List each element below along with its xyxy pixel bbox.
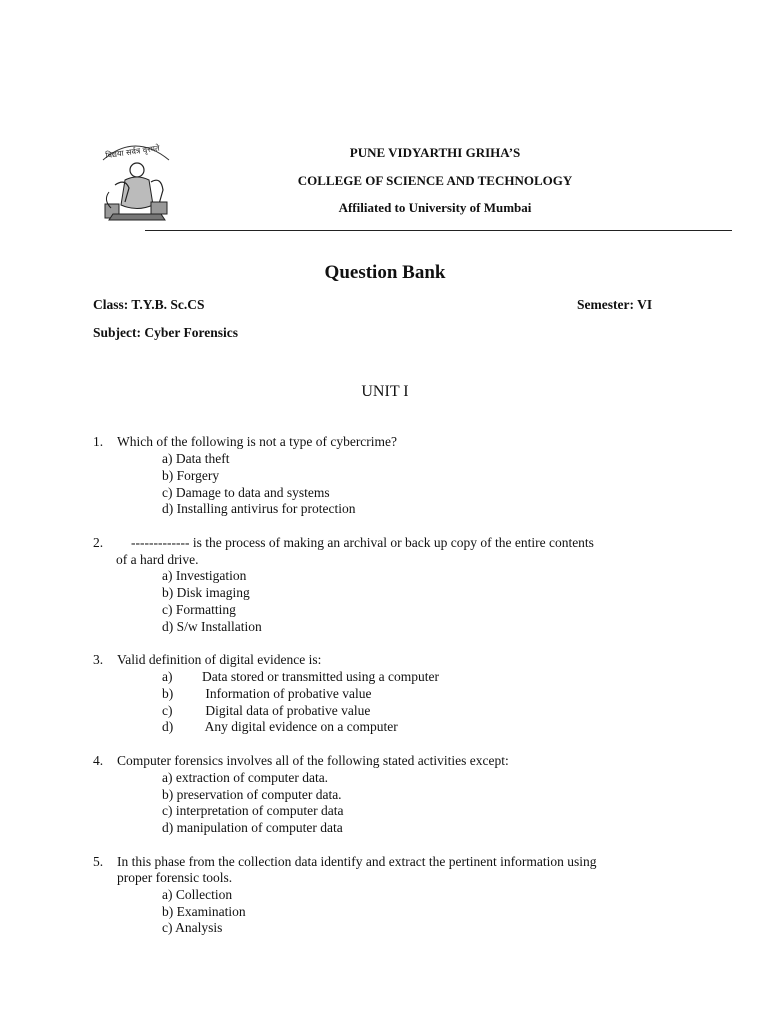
option — [162, 803, 343, 819]
option-letter: d) — [162, 501, 174, 516]
option-letter: c) — [162, 602, 173, 617]
option-letter: d) — [162, 719, 174, 734]
question-text-continued: of a hard drive. — [116, 552, 199, 567]
institution-name: PUNE VIDYARTHI GRIHA’S — [349, 145, 521, 160]
option — [162, 686, 371, 702]
option-text: Any digital evidence on a computer — [202, 719, 398, 734]
page-title: Question Bank — [324, 262, 446, 283]
option-letter: a) — [162, 568, 173, 583]
option-letter: c) — [162, 920, 173, 935]
option-letter: b) — [162, 787, 174, 802]
option — [162, 770, 328, 786]
option-text: Installing antivirus for protection — [176, 501, 356, 516]
option-text: Information of probative value — [202, 686, 372, 701]
question-number: 2. — [93, 535, 104, 550]
option — [162, 451, 229, 467]
option — [162, 703, 370, 719]
option-letter: a) — [162, 887, 173, 902]
option-text: preservation of computer data. — [176, 787, 342, 802]
question-text-continued: proper forensic tools. — [117, 870, 233, 885]
option-letter: c) — [162, 703, 173, 718]
logo-motto: विद्यया सर्वत्र वृत्त्यते — [104, 143, 161, 161]
option-letter: b) — [162, 686, 174, 701]
option — [162, 485, 330, 501]
option-text: Formatting — [175, 602, 236, 617]
option — [162, 669, 439, 685]
question-text: Which of the following is not a type of cybercrime? — [117, 434, 398, 449]
question-5 — [93, 854, 596, 870]
semester-label: Semester: VI — [577, 297, 653, 312]
option — [162, 468, 219, 484]
option-text: Disk imaging — [176, 585, 250, 600]
option-text: Damage to data and systems — [175, 485, 330, 500]
question-text: In this phase from the collection data identify and extract the pertinent information using — [117, 854, 597, 869]
option-text: Digital data of probative value — [202, 703, 371, 718]
question-number: 3. — [93, 652, 104, 667]
question-1 — [93, 434, 397, 450]
option-letter: b) — [162, 585, 174, 600]
option-text: S/w Installation — [176, 619, 262, 634]
option-letter: d) — [162, 820, 174, 835]
question-3 — [93, 652, 321, 668]
option-text: Analysis — [175, 920, 223, 935]
option — [162, 619, 262, 635]
option — [162, 585, 250, 601]
option — [162, 719, 398, 735]
option — [162, 904, 246, 920]
option-text: Investigation — [175, 568, 247, 583]
option-letter: b) — [162, 468, 174, 483]
option-letter: c) — [162, 803, 173, 818]
college-name: COLLEGE OF SCIENCE AND TECHNOLOGY — [297, 173, 573, 188]
college-logo — [95, 130, 175, 225]
question-4 — [93, 753, 509, 769]
option-letter: a) — [162, 451, 173, 466]
option — [162, 568, 246, 584]
unit-heading: UNIT I — [361, 383, 409, 400]
question-number: 4. — [93, 753, 104, 768]
option-text: manipulation of computer data — [176, 820, 343, 835]
affiliation: Affiliated to University of Mumbai — [338, 200, 532, 215]
option-text: Collection — [175, 887, 233, 902]
option — [162, 787, 342, 803]
header-divider — [145, 230, 732, 231]
option-text: Data theft — [175, 451, 230, 466]
question-number: 1. — [93, 434, 104, 449]
question-text: ------------- is the process of making an archival or back up copy of the entire contents — [131, 535, 594, 550]
option — [162, 820, 343, 836]
option-text: Forgery — [176, 468, 220, 483]
option-text: Examination — [176, 904, 246, 919]
class-label: Class: T.Y.B. Sc.CS — [93, 297, 205, 312]
option-letter: c) — [162, 485, 173, 500]
option-text: Data stored or transmitted using a computer — [202, 669, 439, 684]
option — [162, 602, 236, 618]
question-2 — [93, 535, 594, 551]
option — [162, 887, 232, 903]
subject-label: Subject: Cyber Forensics — [93, 325, 238, 340]
question-text: Computer forensics involves all of the following stated activities except: — [117, 753, 509, 768]
question-text: Valid definition of digital evidence is: — [117, 652, 322, 667]
option — [162, 920, 222, 936]
option-letter: a) — [162, 669, 173, 684]
option-letter: b) — [162, 904, 174, 919]
option-text: interpretation of computer data — [175, 803, 344, 818]
option-letter: d) — [162, 619, 174, 634]
option-letter: a) — [162, 770, 173, 785]
option — [162, 501, 355, 517]
question-number: 5. — [93, 854, 104, 869]
option-text: extraction of computer data. — [175, 770, 329, 785]
